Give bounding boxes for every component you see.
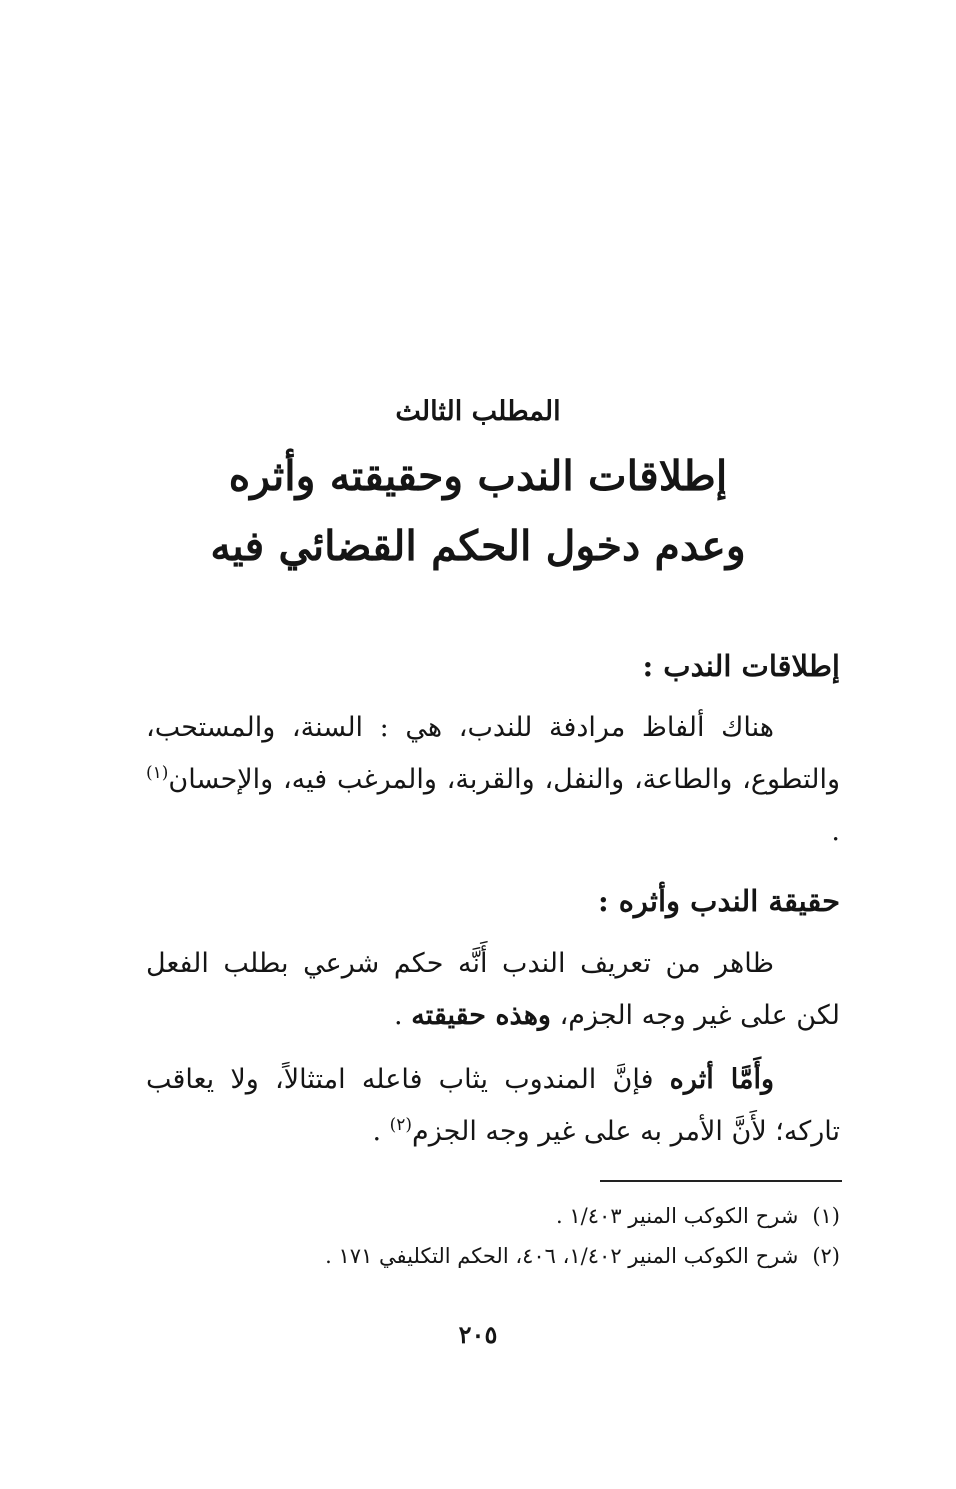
section-heading-text: إطلاقات الندب : (642, 649, 840, 683)
paragraph-text: فإنَّ المندوب يثاب فاعله امتثالاً، ولا يعاقب تاركه؛ لأَنَّ الأمر به على غير وجه الجزم (146, 1064, 840, 1147)
paragraph-text: ظاهر من تعريف الندب أَنَّه حكم شرعي بطلب الفعل لكن على غير وجه الجزم، (146, 948, 840, 1031)
section-2-paragraph-1 (146, 938, 840, 1042)
footnote-text: شرح الكوكب المنير ١/٤٠٣ . (556, 1204, 799, 1228)
chapter-label: المطلب الثالث (395, 396, 561, 427)
paragraph-end: . (831, 816, 840, 847)
footnote-reference: (٢) (389, 1115, 413, 1135)
section-heading-1 (146, 646, 840, 686)
paragraph (146, 938, 840, 1042)
footnote-number: (١) (812, 1204, 840, 1228)
paragraph-end: . (372, 1116, 390, 1147)
section-1-paragraph (146, 702, 840, 858)
paragraph-bold-text: وأَمَّا أثره (669, 1064, 774, 1095)
footnote-reference: (١) (146, 763, 169, 783)
footnotes (146, 1196, 840, 1276)
section-2-paragraph-2 (146, 1054, 840, 1158)
paragraph-text: هناك ألفاظ مرادفة للندب، هي : السنة، والمستحب، والتطوع، والطاعة، والنفل، والقربة، والمرغب فيه، والإحسان (146, 712, 840, 795)
footnote-text: شرح الكوكب المنير ١/٤٠٢، ٤٠٦، الحكم التكليفي ١٧١ . (325, 1244, 799, 1268)
section-heading-text: حقيقة الندب وأثره : (597, 884, 840, 918)
paragraph (146, 1054, 840, 1158)
footnote-number: (٢) (812, 1244, 840, 1268)
footnote-divider (600, 1180, 842, 1182)
section-heading-2 (146, 881, 840, 921)
paragraph-bold-text: وهذه حقيقته (411, 1000, 551, 1031)
page-number: ٢٠٥ (458, 1320, 498, 1349)
paragraph (146, 702, 840, 858)
paragraph-end: . (394, 1000, 412, 1031)
page-title-line-2: وعدم دخول الحكم القضائي فيه (210, 522, 746, 570)
page-title-line-1: إطلاقات الندب وحقيقته وأثره (228, 452, 728, 500)
footnote-item (146, 1196, 840, 1236)
footnote-item (146, 1236, 840, 1276)
